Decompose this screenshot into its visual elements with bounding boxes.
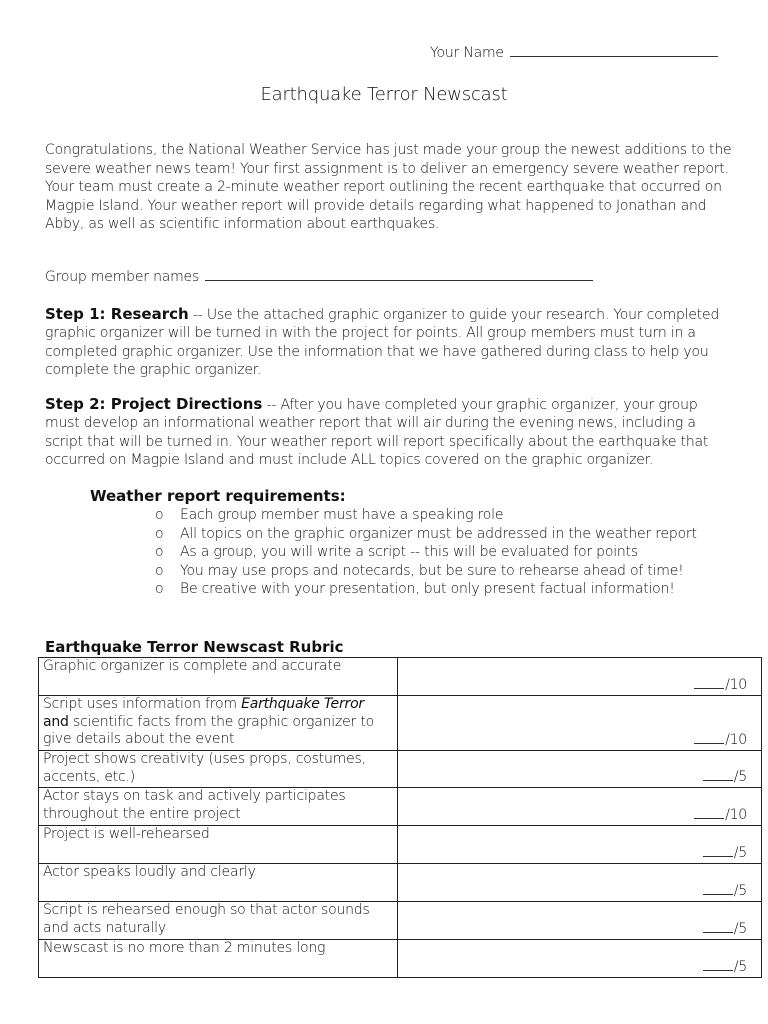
- rubric-criteria: Graphic organizer is complete and accurate: [39, 658, 398, 696]
- bullet-icon: o: [155, 507, 164, 523]
- score-blank-line: [703, 959, 733, 971]
- score-blank-line: [703, 769, 733, 781]
- table-row: [39, 826, 762, 864]
- step1-paragraph: [45, 305, 735, 380]
- score-blank-line: [703, 883, 733, 895]
- list-item: o As a group, you will write a script -- this will be evaluated for points: [155, 544, 638, 561]
- step2-paragraph: [45, 395, 735, 470]
- step1-text: -- Use the attached graphic organizer to guide your research. Your completed graphic organizer will be turned in with the project for points. All group members must turn in a completed graphic organizer. Use the information that we have gathered during class to help you complete the graphic organizer.: [45, 307, 720, 379]
- group-members-field: [45, 268, 593, 285]
- step2-heading: Step 2: Project Directions: [45, 395, 263, 413]
- group-members-blank-line: [205, 268, 593, 281]
- rubric-score: /10: [398, 658, 762, 696]
- rubric-score: /5: [398, 751, 762, 788]
- name-blank-line: [510, 44, 718, 57]
- page-title: Earthquake Terror Newscast: [260, 84, 508, 105]
- rubric-criteria: Actor speaks loudly and clearly: [39, 864, 398, 902]
- rubric-criteria: Project is well-rehearsed: [39, 826, 398, 864]
- rubric-score: /5: [398, 826, 762, 864]
- table-row: [39, 864, 762, 902]
- name-field: [430, 44, 718, 61]
- list-item: o Be creative with your presentation, but only present factual information!: [155, 581, 675, 598]
- bullet-icon: o: [155, 544, 164, 561]
- intro-paragraph: Congratulations, the National Weather Service has just made your group the newest additions to the severe weather news team! Your first assignment is to deliver an emergency severe weather report. Your team must create a 2-minute weather report outlining the recent earthquake that occurred on Magpie Island. Your weather report will provide details regarding what happened to Jonathan and Abby, as well as scientific information about earthquakes.: [45, 142, 732, 233]
- rubric-criteria: Project shows creativity (uses props, costumes, accents, etc.): [39, 751, 398, 788]
- rubric-title: Earthquake Terror Newscast Rubric: [45, 638, 344, 656]
- table-row: [39, 696, 762, 751]
- score-blank-line: [694, 807, 724, 819]
- requirements-heading: Weather report requirements:: [90, 487, 346, 505]
- table-row: [39, 940, 762, 978]
- rubric-criteria: Newscast is no more than 2 minutes long: [39, 940, 398, 978]
- rubric-criteria: Script uses information from Earthquake Terror and scientific facts from the graphic organizer to give details about the event: [39, 696, 398, 751]
- table-row: [39, 751, 762, 788]
- rubric-score: /5: [398, 864, 762, 902]
- bullet-icon: o: [155, 525, 164, 542]
- step2-text: -- After you have completed your graphic organizer, your group must develop an informational weather report that will air during the evening news, including a script that will be turned in. Your weather report will report specifically about the earthquake that occurred on Magpie Island and must include ALL topics covered on the graphic organizer.: [45, 397, 709, 469]
- table-row: [39, 902, 762, 940]
- score-blank-line: [703, 921, 733, 933]
- bullet-icon: o: [155, 562, 164, 579]
- rubric-table: [38, 657, 762, 978]
- group-members-label: Group member names: [45, 269, 200, 285]
- rubric-score: /10: [398, 696, 762, 751]
- bullet-icon: o: [155, 581, 164, 598]
- name-label: Your Name: [430, 45, 504, 61]
- score-blank-line: [694, 732, 724, 744]
- list-item: o You may use props and notecards, but be sure to rehearse ahead of time!: [155, 562, 684, 579]
- table-row: [39, 788, 762, 826]
- score-blank-line: [703, 845, 733, 857]
- rubric-score: /5: [398, 902, 762, 940]
- rubric-score: /5: [398, 940, 762, 978]
- list-item: o All topics on the graphic organizer must be addressed in the weather report: [155, 525, 697, 542]
- rubric-score: /10: [398, 788, 762, 826]
- requirements-list: [155, 506, 735, 599]
- score-blank-line: [694, 677, 724, 689]
- rubric-criteria: Actor stays on task and actively participates throughout the entire project: [39, 788, 398, 826]
- step1-heading: Step 1: Research: [45, 305, 189, 323]
- list-item: o Each group member must have a speaking role: [155, 507, 504, 523]
- rubric-criteria: Script is rehearsed enough so that actor sounds and acts naturally: [39, 902, 398, 940]
- table-row: [39, 658, 762, 696]
